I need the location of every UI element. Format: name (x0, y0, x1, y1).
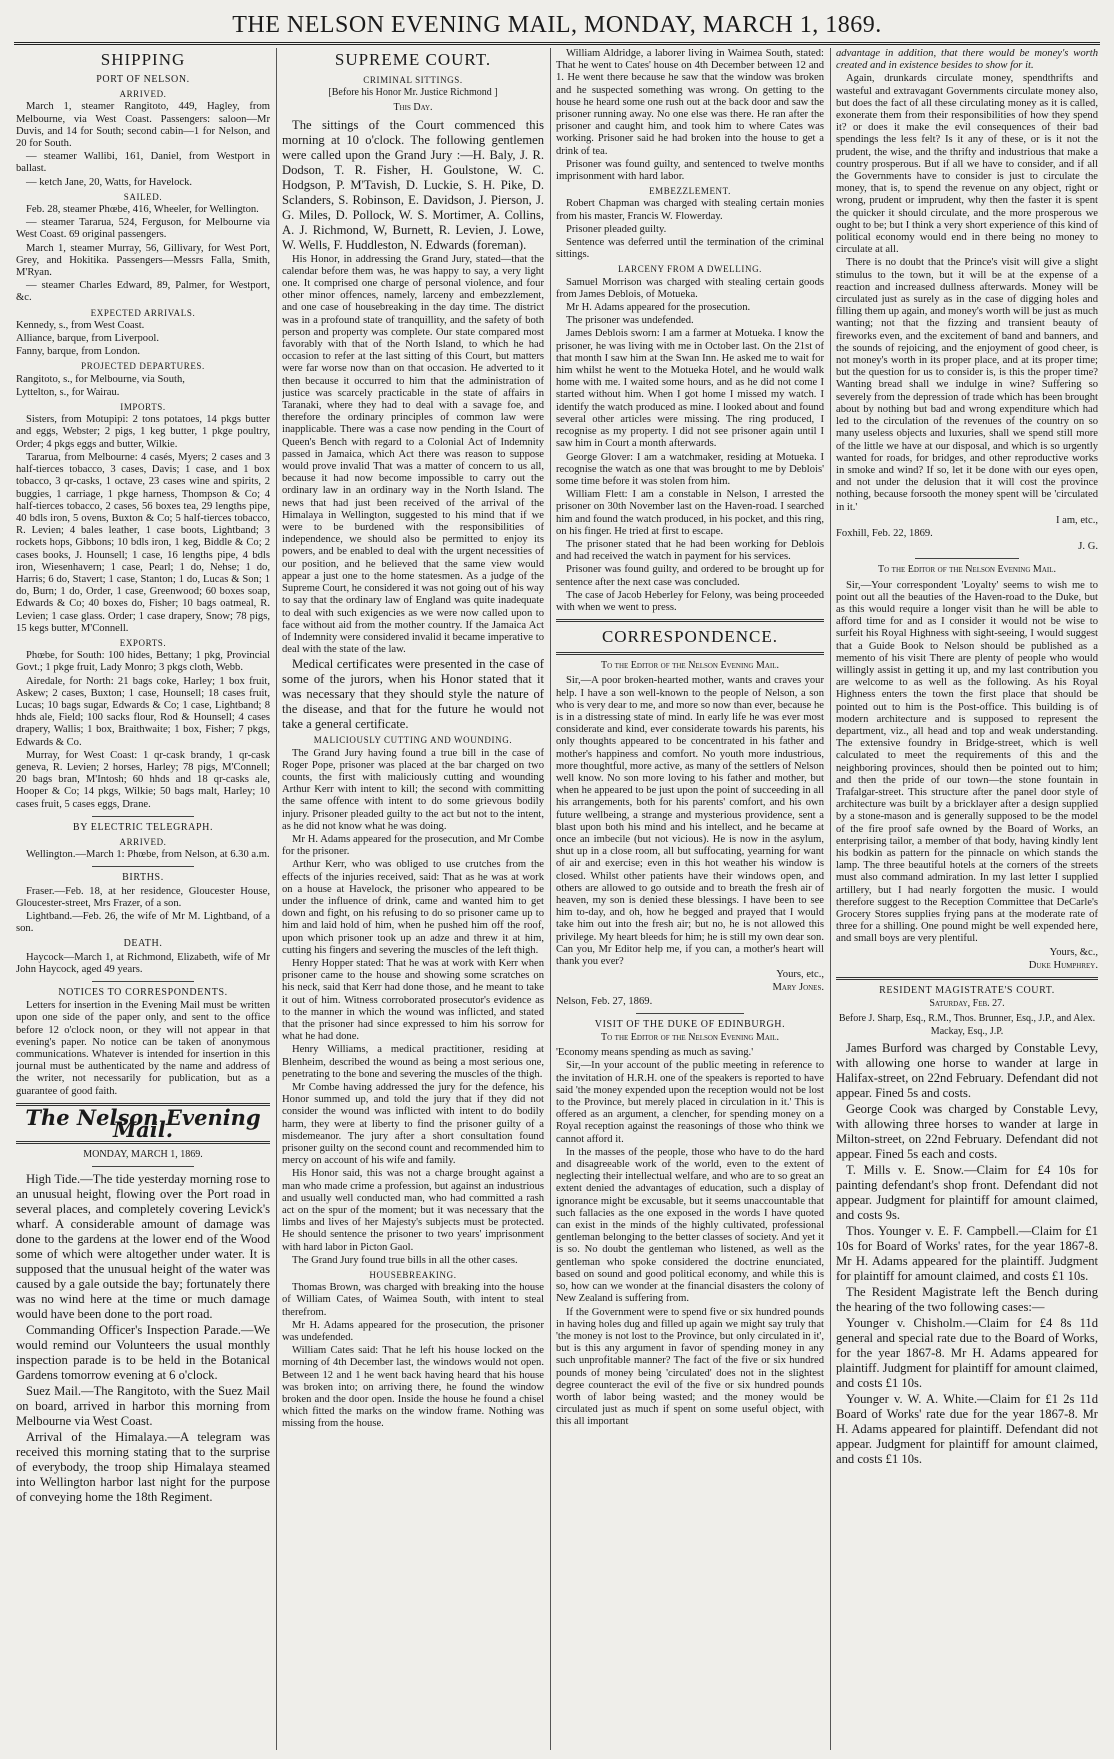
telegraph-heading: BY ELECTRIC TELEGRAPH. (72, 821, 214, 833)
letter-signature: J. G. (1078, 541, 1098, 553)
case-paragraph: Robert Chapman was charged with stealing certain monies from his master, Francis W. Flowerday. (556, 198, 824, 222)
letter-quote: 'Economy means spending as much as saving.' (556, 1047, 754, 1059)
double-rule (556, 619, 824, 622)
telegraph-item: Wellington.—March 1: Phœbe, from Nelson, at 6.30 a.m. (26, 849, 270, 861)
death-heading: DEATH. (123, 938, 163, 950)
shipping-heading: SHIPPING (100, 50, 186, 69)
double-rule (836, 977, 1098, 980)
arrived-item: March 1, steamer Rangitoto, 449, Hagley, from Melbourne, via West Coast. Passengers: saloon—Mr Duvis, and 14 for South; second cabin—1 for Nelson, and 20 for South. (16, 101, 270, 150)
sailed-item: — steamer Charles Edward, 89, Palmer, for Westport, &c. (16, 280, 270, 304)
case-paragraph: Henry Hopper stated: That he was at work with Kerr when prisoner came to the house and showing some scratches on his neck, said that Kerr had done those, and he meant to take it out of him. Witness corroborated prosecutor's evidence as to the manner in which the wound was inflicted, and stated that the prisoner had since expressed to him his sorrow for what he had done. (282, 957, 544, 1043)
jury-paragraph: The sittings of the Court commenced this morning at 10 o'clock. The following gentlemen were called upon the Grand Jury :—H. Baly, J. R. Dodson, T. R. Fisher, H. Goulstone, W. C. Hodgson, P. M'Tavish, D. Luckie, S. H. Pike, D. Sclanders, S. Robinson, E. Davidson, J. Pierson, J. G. Miles, D. Pollock, W. S. Mortimer, A. Collins, A. J. Richmond, W, Burnett, R. Levien, J. Lowe, W. Wells, F. Huddleston, N. Edwards (foreman). (282, 117, 544, 252)
exports-heading: EXPORTS. (119, 637, 167, 648)
before-judge: [Before his Honor Mr. Justice Richmond ] (328, 87, 498, 99)
case-paragraph: Prisoner was found guilty, and ordered to be brought up for sentence after the next case was concluded. (556, 564, 824, 588)
case-paragraph: Henry Williams, a medical practitioner, residing at Blenheim, described the wound as being a most serious one, penetrating to the bone and severing the muscles of the thigh. (282, 1044, 544, 1080)
letter-paragraph: Again, drunkards circulate money, spendthrifts and wasteful and extravagant Governments circulate money also, but does the fact of all these circulating money as it is called, exonerate them from their responsibilities of how they spend it? or does it make the evil consequences of their bad spendings the less felt? Is it any of these, or is it not the prudent, the wise, and the thrifty and industrious that make a country prosperous. But if all we have to consider, and if all the Governments have to consider is just to circulate the money, that is, to spend the revenue on any object, right or wrong, prudent or imprudent, why then the faster it is spent the quicker it should circulate, and the more prosperous we ought to be; but I think a very short experience of this kind of political economy would end in there being no money to circulate at all. (836, 73, 1098, 256)
sailed-item: Feb. 28, steamer Phœbe, 416, Wheeler, for Wellington. (26, 204, 259, 216)
expected-item: Fanny, barque, from London. (16, 346, 141, 358)
letter-paragraph: In the masses of the people, those who have to do the hard and disagreeable work of the world, even to the extent of neglecting their intellectual welfare, and who are to so great an extent denied the advantages of education, such a display of ignorance might be excusable, but it seems unaccountable that such fallacies as the one exposed in the words I have quoted can exist in the minds of the highly cultivated, professional gentleman belonging to the better classes of society. And yet it is so. No doubt the gentleman who listened, as well as the gentleman who spoke considered the doctrine enunciated, based on sound and good political economy, and while this is so, how can we wonder at the financial disasters the colony of New Zealand is suffering from. (556, 1146, 824, 1305)
arrived-heading: ARRIVED. (119, 89, 167, 100)
larceny-heading: LARCENY FROM A DWELLING. (617, 264, 763, 275)
projected-item: Rangitoto, s., for Melbourne, via South, (16, 373, 185, 385)
masthead-title: THE NELSON EVENING MAIL, MONDAY, MARCH 1, 1869. (232, 12, 882, 38)
sailed-heading: SAILED. (123, 191, 163, 202)
column-divider (550, 48, 551, 1750)
case-paragraph: William Flett: I am a constable in Nelson, I arrested the prisoner on 30th November last on the Haven-road. I searched him and found the watch produced, in his pocket, and this ring, on his finger. He tried at first to escape. (556, 489, 824, 537)
rm-court-date: Saturday, Feb. 27. (929, 998, 1005, 1010)
section-rule (92, 981, 194, 982)
exports-item: Airedale, for North: 21 bags coke, Harley; 1 box fruit, Askew; 2 cases, Buxton; 1 case, Hounsell; 18 cases fruit, Lucas; 10 bags sugar, Edwards & Co; 1 case, Lightband; 8 hhds ale, Field; 100 sacks flour, Rod & Hounsell; 4 cases drapery, Wallis; 1 box, Braithwaite; 1 box, Fisher; 7 pkgs, Edwards & Co. (16, 675, 270, 748)
imports-heading: IMPORTS. (120, 402, 166, 413)
letter-place-date: Foxhill, Feb. 22, 1869. (836, 527, 933, 539)
sailed-item: March 1, steamer Murray, 56, Gillivary, for West Port, Grey, and Hokitika. Passengers—Messrs Falla, Smith, M'Ryan. (16, 242, 270, 279)
malicious-heading: MALICIOUSLY CUTTING AND WOUNDING. (313, 735, 513, 746)
letter-paragraph: advantage in addition, that there would be money's worth created and in existence besides to show for it. (836, 48, 1098, 72)
letter-closing: Yours, &c., (1049, 946, 1098, 958)
case-paragraph: Thomas Brown, was charged with breaking into the house of William Cates, of Waimea South, with intent to steal therefrom. (282, 1282, 544, 1318)
notices-text: Letters for insertion in the Evening Mail must be written upon one side of the paper only, and sent to the office before 12 o'clock noon, or they will not appear in that evening's paper. No notice can be taken of anonymous communications. Whatever is intended for insertion in this journal must be authenticated by the name and address of the writer, not necessarily for publication, but as a guarantee of good faith. (16, 1000, 270, 1097)
case-paragraph: Mr H. Adams appeared for the prosecution, and Mr Combe for the prisoner. (282, 833, 544, 858)
column-1 (16, 48, 270, 1750)
case-paragraph: Prisoner pleaded guilty. (566, 223, 667, 235)
housebreaking-heading: HOUSEBREAKING. (369, 1270, 457, 1281)
embezzlement-heading: EMBEZZLEMENT. (649, 186, 731, 197)
rm-court-before: Before J. Sharp, Esq., R.M., Thos. Brunner, Esq., J.P., and Alex. Mackay, Esq., J.P. (838, 1013, 1096, 1037)
case-paragraph: Arthur Kerr, who was obliged to use crutches from the effects of the injuries received, said: That as he was at work on a house at Havelock, the prisoner who appeared to be under the influence of drink, came and wanted him to get down and fight, on his refusing to do so prisoner came up to him and laid hold of him, when he pushed him off the roof, upon which prisoner took up an adze and threw it at him, cutting his fingers and severing the muscles of the left thigh. (282, 859, 544, 956)
letter-signature: Duke Humphrey. (1028, 959, 1098, 971)
rm-case: Younger v. Chisholm.—Claim for £4 8s 11d general and special rate due to the Board of Works, for the year 1867-8. Mr H. Adams appeared for plaintiff. Judgment for plaintiff for amount claimed, and costs £1 10s. (836, 1315, 1098, 1390)
section-rule (92, 1166, 194, 1167)
editorial-paragraph: Arrival of the Himalaya.—A telegram was received this morning stating that to the surprise of everybody, the troop ship Himalaya steamed into Wellington harbor last night for the purpose of conveying home the 18th Regiment. (16, 1430, 270, 1505)
case-paragraph: Prisoner was found guilty, and sentenced to twelve months imprisonment with hard labor. (556, 158, 824, 183)
to-editor: To the Editor of the Nelson Evening Mail. (878, 564, 1056, 576)
charge-paragraph: His Honor, in addressing the Grand Jury, stated—that the calendar before them was, he was happy to say, a very light one. It comprised one charge of personal violence, and four other minor offences, namely, larceny and embezzlement, and one case of housebreaking in the day time. The district was in a profound state of tranquillity, and the safety of both person and property was complete. Our state compared most favorably with that of the North Island, to which he had occasion to refer at the last sitting of this Court, but matters were far worse now than on that occasion. He adverted to it then because it occurred to him that the administration of justice was scarcely practicable in the state of affairs in Taranaki, where they had to deal with a savage foe, and therefore the ordinary principles of common law were inapplicable. There was a case now pending in the Court of Queen's Bench with regard to a Colonial Act of Indemnity passed in Jamaica, which Act there was reason to suppose would prove invalid That was a matter of concern to us all, because it had now become impossible to carry out the ordinary law in an ordinary way in the North Island. The news that had just been received of the arrival of the Himalaya in Wellington, suggested to his mind that if we were to be burdened with the responsibilities of independence, we should also be permitted to enjoy its powers, and be enabled to deal with the urgent necessities of our position, and he believed that the same view would appear a just one to the home statesmen. As a judge of the Supreme Court, he considered it was not going out of his way to say that the ordinary law of England was quite inadequate to deal with such exigencies as we were now called upon to face without aid from the mother country. If the Jamaica Act of Indemnity were considered invalid it became imperative to deal with the state of the law. (282, 253, 544, 656)
rm-case: T. Mills v. E. Snow.—Claim for £4 10s for painting defendant's shop front. Defendant did not appear. Judgment for plaintiff for amount claimed, and costs 9s. (836, 1162, 1098, 1222)
case-paragraph: Samuel Morrison was charged with stealing certain goods from James Deblois, of Motueka. (556, 276, 824, 300)
column-4 (836, 48, 1098, 1750)
telegraph-arrived-heading: ARRIVED. (119, 836, 167, 847)
expected-heading: EXPECTED ARRIVALS. (90, 307, 196, 318)
rm-court-heading: RESIDENT MAGISTRATE'S COURT. (879, 985, 1055, 997)
column-divider (830, 48, 831, 1750)
letter-paragraph: Sir,—Your correspondent 'Loyalty' seems to wish me to point out all the beauties of the Haven-road to the Duke, but as this would require a longer visit than he will be able to afford time for and as I consider it would not be wise to surfeit his Royal Highness with sight-seeing, I would suggest that a Guide Book to Nelson should be published as a memento of his visit There are plenty of people who would willingly assist in getting it up, and my last contribution you are welcome to as well as the following. As his Royal Highness enters the town the first place that should be pointed out to him is the Post-office. This building is of modern architecture and is supposed to represent the department, viz., all head and top and weak understanding. The extensive foundry in Bridge-street, which is well calculated to meet the requirements of this and the neighboring provinces, should then be pointed out to him; and then the pride of our town—the stone fountain in Trafalgar-street. This structure after the panel door style of architecture was built by a bricklayer after a design supplied by a stone-mason and is generally supposed to be the model of the fire proof safe owned by the Board of Works, an enterprising tailor, a member of that body, having kindly lent his bodkin as pattern for the pinnacle on which stands the lamp. The three beautiful hotels at the corners of the streets must also command admiration. In my last letter I supplied artillery, but I had nearly forgotten the music. I would therefore suggest to the Reception Committee that DeCarle's Grocery Stores supplies frying pans at the moderate rate of three for a shilling. One pound might be well expended here, and small boys are very plentiful. (836, 579, 1098, 945)
this-day: This Day. (393, 102, 433, 114)
criminal-sittings-heading: CRIMINAL SITTINGS. (363, 75, 463, 85)
letter-paragraph: Sir,—In your account of the public meeting in reference to the invitation of H.R.H. one of the speakers is reported to have said 'the money expended upon the reception would not be lost to the Province, but merely placed in circulation in it.' This is offered as an argument, a clencher, for spending money on a Royal reception against the reasonings of those who think we cannot afford it. (556, 1060, 824, 1145)
supreme-court-heading: SUPREME COURT. (334, 50, 492, 69)
case-paragraph: The Grand Jury found true bills in all the other cases. (292, 1254, 518, 1266)
case-paragraph: Mr H. Adams appeared for the prosecution. (566, 302, 751, 314)
case-paragraph: The case of Jacob Heberley for Felony, was being proceeded with when we went to press. (556, 589, 824, 613)
births-heading: BIRTHS. (122, 872, 164, 884)
exports-item: Phœbe, for South: 100 hides, Bettany; 1 pkg, Provincial Govt.; 1 pkge fruit, Lady Monro; 3 pkgs cloth, Webb. (16, 650, 270, 674)
letter-closing: I am, etc., (1055, 514, 1098, 526)
editorial-paragraph: High Tide.—The tide yesterday morning rose to an unusual height, flowing over the Port road in several places, and completely covering Levick's wharf. A considerable amount of damage was done to the gardens at the lower end of the Wood some of which were altogether under water. It is supposed that the unusual height of the water was caused by a gale outside the bay; fortunately there was no wind here at the time or much damage would have been done to the port road. (16, 1172, 270, 1322)
imports-item: Sisters, from Motupipi: 2 tons potatoes, 14 pkgs butter and eggs, Webster; 2 pigs, 1 keg butter, 1 pkge poultry, Order; 4 pkgs eggs and butter, Wilkie. (16, 414, 270, 450)
projected-heading: PROJECTED DEPARTURES. (81, 361, 205, 372)
rm-case: Thos. Younger v. E. F. Campbell.—Claim for £1 10s for Board of Works' rates, for the year 1867-8. Mr H. Adams appeared for the plaintiff. Judgment for plaintiff for amount claimed, and costs £1 10s. (836, 1223, 1098, 1283)
case-paragraph: George Glover: I am a watchmaker, residing at Motueka. I recognise the watch as one that was brought to me by Deblois' some time before it was stolen from him. (556, 451, 824, 487)
section-rule (92, 866, 194, 867)
section-rule (92, 816, 194, 817)
letter-signature: Mary Jones. (772, 982, 824, 994)
case-paragraph: Mr Combe having addressed the jury for the defence, his Honor summed up, and told the jury that if they did not consider the wound was inflicted with intent to do bodily harm, they were at liberty to find the prisoner guilty of a misdemeanor. The jury after a short consultation found prisoner guilty on the second count and recommended him to mercy on account of his wife and family. (282, 1082, 544, 1167)
case-paragraph: The prisoner stated that he had been working for Deblois and had received the watch in payment for his services. (556, 538, 824, 563)
exports-item: Murray, for West Coast: 1 qr-cask brandy, 1 qr-cask geneva, R. Levien; 2 horses, Harley; 78 pigs, M'Connell; 20 bags bran, M'Intosh; 60 hhds and 18 qr-casks ale, Hooper & Co; 14 pkgs, Wilkie; 50 bags malt, Harley; 10 cases fruit, 5 cases eggs, Drane. (16, 749, 270, 810)
section-rule (636, 1013, 743, 1014)
paper-date: MONDAY, MARCH 1, 1869. (83, 1149, 203, 1161)
double-rule (556, 652, 824, 655)
masthead-rule (14, 42, 1100, 45)
rm-case: George Cook was charged by Constable Levy, with allowing three horses to wander at large in Milton-street, on 22nd February. Defendant did not appear. Fined 5s each and costs. (836, 1101, 1098, 1161)
case-paragraph: Sentence was deferred until the termination of the criminal sittings. (556, 237, 824, 261)
visit-heading: VISIT OF THE DUKE OF EDINBURGH. (594, 1018, 786, 1030)
section-rule (915, 558, 1020, 559)
birth-item: Fraser.—Feb. 18, at her residence, Gloucester House, Gloucester-street, Mrs Frazer, of a son. (16, 885, 270, 909)
sailed-item: — steamer Tararua, 524, Ferguson, for Melbourne via West Coast. 69 original passengers. (16, 217, 270, 241)
case-paragraph: William Aldridge, a laborer living in Waimea South, stated: That he went to Cates' house on 4th December between 12 and 1. He went there because he saw that the window was broken and he suspected something was wrong. On getting to the house he heard some one rush out at the back door and saw the prisoner running away. No one else was there. He ran after the prisoner and caught him, and took him to where Cates was working. Prisoner said he had broken into the house to get a drink of tea. (556, 48, 824, 157)
to-editor: To the Editor of the Nelson Evening Mail. (601, 660, 779, 672)
correspondence-heading: CORRESPONDENCE. (601, 627, 779, 647)
port-heading: PORT OF NELSON. (96, 74, 190, 85)
editorial-paragraph: Suez Mail.—The Rangitoto, with the Suez Mail on board, arrived in harbor this morning from Melbourne via West Coast. (16, 1384, 270, 1429)
case-paragraph: His Honor said, this was not a charge brought against a man who made crime a profession, but against an industrious and usually well conducted man, who had committed a rash act on the spur of the moment; but it was necessary that the limbs and lives of her Majesty's subjects must be protected. He should sentence the prisoner to two years' imprisonment with hard labor in Picton Gaol. (282, 1168, 544, 1253)
letter-place-date: Nelson, Feb. 27, 1869. (556, 995, 653, 1007)
letter-paragraph: Sir,—A poor broken-hearted mother, wants and craves your help. I have a son well-known to the people of Nelson, a son who is very dear to me, and more so now than ever, because he is in a distressing state of mind. In early life he was ever most considerate and kind, ever considerate towards his parents, his only thoughts appeared to be concentrated in his father and mother's happiness and comfort. No youth more industrious, more thoughtful, more active, as many of the settlers of Nelson well know. No son more loving to his father and mother, but when he appeared to be just upon the point of succeeding in all his arrangements, both for his parents' comfort, and his own future wellbeing, a strange and mysterious providence, sent a blast upon both his mind and his intellect, and he became at once an imbecile (but not vicious). He is now in the asylum, shut up in a close room, all but suffocating, yearning for want of air and exercise; even in this hot weather his window is closed. Whilst other patients have their windows open, and others are allowed to go outside and to breath the fresh air of heaven, my son is denied these blessings. I have been to see him to-day, and oh, how he begged and prayed that I would take him out into the fresh air; but no, he is not allowed this privilege. My heart bleeds for him; he is still my own dear son. Can you, Mr Editor help me, if you can, a mother's heart will thank you ever? (556, 675, 824, 968)
paper-title: The Nelson Evening Mail. (25, 1104, 261, 1143)
rm-case: The Resident Magistrate left the Bench during the hearing of the two following cases:— (836, 1284, 1098, 1314)
death-item: Haycock—March 1, at Richmond, Elizabeth, wife of Mr John Haycock, aged 49 years. (16, 951, 270, 975)
notices-heading: NOTICES TO CORRESPONDENTS. (58, 987, 228, 999)
letter-paragraph: If the Government were to spend five or six hundred pounds in having holes dug and filled up again we might say truly that 'the money is not lost to the Province, but only circulated in it', but is this any argument in favor of spending money in any such unprofitable manner? The fact of the five or six hundred pounds of money being 'circulated' does not in the slightest degree counteract the evil of the five or six hundred pounds worth of labor being wasted; and the money would be circulated just as much if spent on some useful object, with this all important (556, 1306, 824, 1428)
editorial-paragraph: Commanding Officer's Inspection Parade.—We would remind our Volunteers the usual monthly inspection parade is to be held in the Botanical Gardens tomorrow evening at 6 o'clock. (16, 1323, 270, 1383)
column-divider (276, 48, 277, 1750)
medical-paragraph: Medical certificates were presented in the case of some of the jurors, when his Honor stated that it was necessary that they should style the nature of the disease, and that for the future he would not take a general certificate. (282, 657, 544, 732)
arrived-item: — steamer Wallibi, 161, Daniel, from Westport in ballast. (16, 151, 270, 175)
letter-closing: Yours, etc., (776, 969, 824, 981)
column-2 (282, 48, 544, 1750)
case-paragraph: James Deblois sworn: I am a farmer at Motueka. I know the prisoner, he was living with me in October last. On the 21st of that month I saw him at the Swan Inn. He asked me to wait for him whilst he went to the Motueka Hotel, and he would walk home with me. I waited some hours, and as he did not come I started without him. When I got home I missed my watch. I identify the watch produced as mine. I looked about and found several other articles were missing. The ring produced, I recognise as my property. I did not see prisoner again until I saw him in Court a month afterwards. (556, 328, 824, 450)
letter-paragraph: There is no doubt that the Prince's visit will give a slight stimulus to the town, but it will be at the expense of a reaction and increased dullness afterwards. Money will be circulated just as surely as in the case of digging holes and filling them up again, and money's worth will be just as much wanting; not that the fizzing and transient beauty of fireworks even, and the excitement of band and banners, and the sounds of rejoicing, and the enjoyment of good cheer, is not money's worth in its proper place, and at its proper time; but the question for us to consider is, is this the proper time? Wanting bread shall we indulge in wine? Suffering so severely from the depression of trade which has been brought about by nothing but bad and wrong expenditure which had led to the circulation of the revenues of the country on so many useless objects and luxuries, shall we spend still more of the little we have at our disposal, and which is so urgently wanted for roads, for bridges, and other reproductive works in smoke and wind? If so, let it be done with our eyes open, and not under the delusion that it will cost the province nothing, because forsooth the money spent will be 'circulated in it.' (836, 257, 1098, 513)
case-paragraph: The prisoner was undefended. (566, 315, 694, 327)
case-paragraph: The Grand Jury having found a true bill in the case of Roger Pope, prisoner was placed at the bar charged on two counts, the first with maliciously cutting and wounding Arthur Kerr with intent to kill; the second with committing the same offence with intent to do some grievous bodily injury. Prisoner pleaded guilty to the act but not to the intent, as he did not know what he was doing. (282, 747, 544, 832)
imports-item: Tararua, from Melbourne: 4 casés, Myers; 2 cases and 3 half-tierces tobacco, 3 cases, Davis; 1 case, and 1 box tobacco, 3 qr-casks, 1 octave, 23 cases wine and spirits, 2 buggies, 1 carriage, 1 pkge harness, Thompson & Co; 4 half-tierces tobacco, 2 cases, 56 boxes tea, 29 lengths pipe, 40 bdls iron, 5 ovens, Buxton & Co; 5 half-tierces tobacco, R. Levien; 4 bales leather, 1 case boots, Lightband; 3 rockets hops, Gibbons; 10 bdls iron, 1 keg, Biddle & Co; 2 cases books, J. Hounsell; 1 case, 16 lengths pipe, 4 bdls iron, Wiesenhavern; 1 case, Pearl; 1 do, Nehse; 1 do, Harris; 6 do, Stavert; 1 case, Stanton; 1 do, Lucas & Son; 1 do, Burn; 1 do, Order, 1 case, Greenwood; 60 boxes soap, Edwards & Co; 40 boxes do, Fisher; 10 bags oatmeal, R. Levien; 1 case glass. Order; 1 case drapery, Snow; 78 pigs, 15 kegs butter, M'Connell. (16, 451, 270, 634)
birth-item: Lightband.—Feb. 26, the wife of Mr M. Lightband, of a son. (16, 911, 270, 935)
rm-case: James Burford was charged by Constable Levy, with allowing one horse to wander at large in Halifax-street, on 22nd February. Defendant did not appear. Fined 5s and costs. (836, 1040, 1098, 1100)
expected-item: Kennedy, s., from West Coast. (16, 319, 145, 331)
rm-case: Younger v. W. A. White.—Claim for £1 2s 11d Board of Works' rate due for the year 1867-8. Mr H. Adams appeared for plaintiff. Defendant did not appear. Judgment for plaintiff for amount claimed, and costs £1 10s. (836, 1391, 1098, 1466)
arrived-item: — ketch Jane, 20, Watts, for Havelock. (26, 176, 193, 188)
column-3 (556, 48, 824, 1750)
projected-item: Lyttelton, s., for Wairau. (16, 386, 120, 398)
expected-item: Alliance, barque, from Liverpool. (16, 333, 159, 345)
to-editor: To the Editor of the Nelson Evening Mail. (601, 1032, 779, 1044)
case-paragraph: William Cates said: That he left his house locked on the morning of 4th December last, the windows would not open. Between 12 and 1 he went back having heard that his house was broken into; on arriving there, he found the window broken and the door open. Inside the house he found a chisel which fitted the marks on the window frame. Nothing was missing from the house. (282, 1345, 544, 1430)
case-paragraph: Mr H. Adams appeared for the prosecution, the prisoner was undefended. (282, 1319, 544, 1344)
